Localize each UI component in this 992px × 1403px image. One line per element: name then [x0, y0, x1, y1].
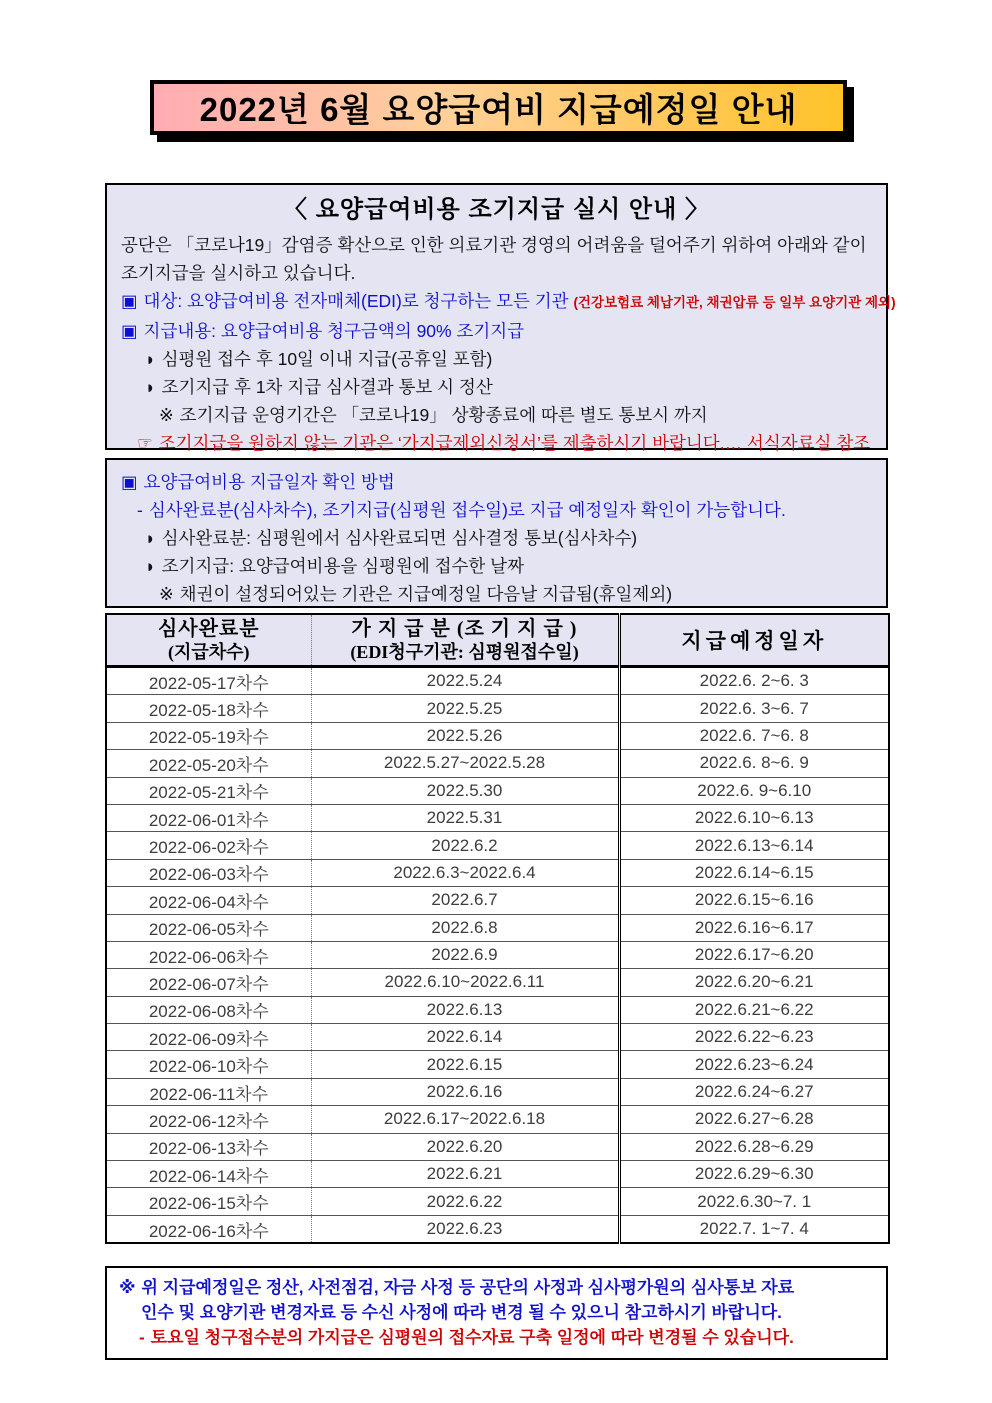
- cell-review-round: 2022-06-02차수: [106, 832, 311, 859]
- cell-review-round: 2022-06-05차수: [106, 914, 311, 941]
- table-header-row: [106, 614, 889, 667]
- schedule-row: [106, 695, 889, 722]
- cell-expected-payment-date: 2022.6.16~6.17: [619, 914, 889, 941]
- cell-review-round: 2022-06-09차수: [106, 1024, 311, 1051]
- reference-mark-icon: ※: [159, 405, 174, 425]
- cell-review-round: 2022-06-08차수: [106, 996, 311, 1023]
- cell-expected-payment-date: 2022.6.10~6.13: [619, 804, 889, 831]
- cell-receipt-date: 2022.5.25: [311, 695, 619, 722]
- cell-review-round: 2022-06-15차수: [106, 1188, 311, 1215]
- target-label: 대상: 요양급여비용 전자매체(EDI)로 청구하는 모든 기관: [143, 291, 569, 311]
- cell-receipt-date: 2022.6.21: [311, 1161, 619, 1188]
- check-heading-line: [121, 468, 872, 496]
- cell-review-round: 2022-06-11차수: [106, 1078, 311, 1105]
- cell-expected-payment-date: 2022.6.27~6.28: [619, 1106, 889, 1133]
- cell-review-round: 2022-06-06차수: [106, 941, 311, 968]
- square-bullet-icon: ▣: [121, 472, 138, 492]
- target-line: [121, 287, 896, 317]
- optout-note-line: [137, 429, 872, 457]
- schedule-row: [106, 1106, 889, 1133]
- item-bullet-icon: ◗: [145, 349, 156, 369]
- schedule-row: [106, 996, 889, 1023]
- footer-line-3: [139, 1325, 874, 1350]
- schedule-row: [106, 777, 889, 804]
- cell-review-round: 2022-06-07차수: [106, 969, 311, 996]
- cell-expected-payment-date: 2022.6.13~6.14: [619, 832, 889, 859]
- cell-expected-payment-date: 2022.6.22~6.23: [619, 1024, 889, 1051]
- footer-line-2: 인수 및 요양기관 변경자료 등 수신 사정에 따라 변경 될 수 있으니 참고하시기 바랍니다.: [141, 1303, 782, 1322]
- cell-receipt-date: 2022.6.7: [311, 887, 619, 914]
- cell-expected-payment-date: 2022.6. 7~6. 8: [619, 722, 889, 749]
- schedule-table-body: [106, 667, 889, 1244]
- schedule-row: [106, 969, 889, 996]
- header-provisional-line2: (EDI청구기관: 심평원접수일): [350, 642, 579, 662]
- cell-expected-payment-date: 2022.6. 2~6. 3: [619, 667, 889, 695]
- cell-review-round: 2022-06-13차수: [106, 1133, 311, 1160]
- cell-receipt-date: 2022.5.26: [311, 722, 619, 749]
- cell-expected-payment-date: 2022.6.15~6.16: [619, 887, 889, 914]
- cell-expected-payment-date: 2022.6.21~6.22: [619, 996, 889, 1023]
- cell-review-round: 2022-06-16차수: [106, 1215, 311, 1243]
- square-bullet-icon: ▣: [121, 291, 138, 311]
- cell-review-round: 2022-06-10차수: [106, 1051, 311, 1078]
- check-method-panel: [105, 458, 888, 608]
- cell-expected-payment-date: 2022.6.30~7. 1: [619, 1188, 889, 1215]
- cell-review-round: 2022-05-19차수: [106, 722, 311, 749]
- content-label: 지급내용: 요양급여비용 청구금액의 90% 조기지급: [143, 321, 525, 341]
- footer-line-1: [119, 1275, 874, 1300]
- cell-receipt-date: 2022.6.14: [311, 1024, 619, 1051]
- cell-receipt-date: 2022.6.20: [311, 1133, 619, 1160]
- schedule-row: [106, 1024, 889, 1051]
- schedule-row: [106, 1078, 889, 1105]
- schedule-row: [106, 1051, 889, 1078]
- cell-receipt-date: 2022.5.27~2022.5.28: [311, 750, 619, 777]
- cell-receipt-date: 2022.5.31: [311, 804, 619, 831]
- schedule-row: [106, 722, 889, 749]
- item-bullet-icon: ◗: [145, 556, 156, 576]
- detail-text-2: 조기지급 후 1차 지급 심사결과 통보 시 정산: [161, 377, 493, 397]
- page-title: 2022년 6월 요양급여비 지급예정일 안내: [199, 91, 798, 128]
- square-bullet-icon: ▣: [121, 321, 138, 341]
- page-title-banner: [150, 80, 847, 135]
- early-payment-notice-panel: [105, 183, 896, 453]
- target-exception-note: (건강보험료 체납기관, 채권압류 등 일부 요양기관 제외): [573, 295, 896, 310]
- cell-review-round: 2022-06-14차수: [106, 1161, 311, 1188]
- reference-mark-icon: ※: [119, 1278, 136, 1297]
- cell-receipt-date: 2022.6.9: [311, 941, 619, 968]
- schedule-row: [106, 804, 889, 831]
- footer-line-3-text: 토요일 청구접수분의 가지급은 심평원의 접수자료 구축 일정에 따라 변경될 수 있습니다.: [150, 1328, 794, 1347]
- cell-receipt-date: 2022.6.3~2022.6.4: [311, 859, 619, 886]
- header-expected-date: 지급예정일자: [619, 614, 889, 667]
- cell-receipt-date: 2022.6.17~2022.6.18: [311, 1106, 619, 1133]
- cell-receipt-date: 2022.5.30: [311, 777, 619, 804]
- header-provisional-payment: [311, 614, 619, 667]
- cell-expected-payment-date: 2022.6. 9~6.10: [619, 777, 889, 804]
- check-detail-text-2: 조기지급: 요양급여비용을 심평원에 접수한 날짜: [161, 556, 524, 576]
- detail-text-1: 심평원 접수 후 10일 이내 지급(공휴일 포함): [161, 349, 493, 369]
- reference-mark-icon: ※: [159, 584, 174, 604]
- item-bullet-icon: ◗: [145, 528, 156, 548]
- cell-expected-payment-date: 2022.6.28~6.29: [619, 1133, 889, 1160]
- schedule-row: [106, 887, 889, 914]
- header-review-round-line1: 심사완료분: [157, 618, 260, 640]
- cell-receipt-date: 2022.6.10~2022.6.11: [311, 969, 619, 996]
- cell-expected-payment-date: 2022.6.17~6.20: [619, 941, 889, 968]
- period-note-text: 조기지급 운영기간은 「코로나19」 상황종료에 따른 별도 통보시 까지: [179, 405, 708, 425]
- bond-note-line: [159, 580, 872, 608]
- item-bullet-icon: ◗: [145, 377, 156, 397]
- schedule-row: [106, 914, 889, 941]
- cell-receipt-date: 2022.6.22: [311, 1188, 619, 1215]
- check-heading-label: 요양급여비용 지급일자 확인 방법: [143, 472, 395, 492]
- bond-note-text: 채권이 설정되어있는 기관은 지급예정일 다음날 지급됨(휴일제외): [179, 584, 673, 604]
- header-review-round-line2: (지급차수): [167, 642, 250, 662]
- cell-review-round: 2022-06-12차수: [106, 1106, 311, 1133]
- cell-expected-payment-date: 2022.6.23~6.24: [619, 1051, 889, 1078]
- cell-expected-payment-date: 2022.6.24~6.27: [619, 1078, 889, 1105]
- cell-expected-payment-date: 2022.7. 1~7. 4: [619, 1215, 889, 1243]
- intro-paragraph: 공단은 「코로나19」감염증 확산으로 인한 의료기관 경영의 어려움을 덜어주기 위하여 아래와 같이 조기지급을 실시하고 있습니다.: [121, 235, 867, 283]
- check-detail-line-1: [145, 524, 872, 552]
- detail-line-1: [145, 345, 872, 373]
- payment-schedule-table: [105, 613, 890, 1244]
- cell-review-round: 2022-05-18차수: [106, 695, 311, 722]
- cell-receipt-date: 2022.6.8: [311, 914, 619, 941]
- schedule-row: [106, 1188, 889, 1215]
- cell-receipt-date: 2022.5.24: [311, 667, 619, 695]
- cell-review-round: 2022-05-21차수: [106, 777, 311, 804]
- check-detail-text-1: 심사완료분: 심평원에서 심사완료되면 심사결정 통보(심사차수): [161, 528, 638, 548]
- cell-expected-payment-date: 2022.6.29~6.30: [619, 1161, 889, 1188]
- cell-receipt-date: 2022.6.13: [311, 996, 619, 1023]
- cell-expected-payment-date: 2022.6.20~6.21: [619, 969, 889, 996]
- schedule-row: [106, 667, 889, 695]
- cell-expected-payment-date: 2022.6.14~6.15: [619, 859, 889, 886]
- footer-note-box: [105, 1266, 888, 1360]
- cell-receipt-date: 2022.6.23: [311, 1215, 619, 1243]
- header-review-round: [106, 614, 311, 667]
- schedule-row: [106, 1133, 889, 1160]
- cell-receipt-date: 2022.6.2: [311, 832, 619, 859]
- dash-bullet-icon: -: [137, 500, 143, 520]
- panel-heading: 〈 요양급여비용 조기지급 실시 안내 〉: [283, 196, 710, 223]
- optout-note-text: 조기지급을 원하지 않는 기관은 ‘가지급제외신청서’를 제출하시기 바랍니다.… 서식자료실 참조: [158, 433, 871, 453]
- hand-pointer-icon: ☞: [137, 433, 153, 453]
- cell-review-round: 2022-06-04차수: [106, 887, 311, 914]
- header-provisional-line1: 가 지 급 분 (조 기 지 급 ): [351, 618, 578, 640]
- schedule-row: [106, 832, 889, 859]
- check-sub-text: 심사완료분(심사차수), 조기지급(심평원 접수일)로 지급 예정일자 확인이 가능합니다.: [148, 500, 786, 520]
- cell-review-round: 2022-06-03차수: [106, 859, 311, 886]
- cell-review-round: 2022-06-01차수: [106, 804, 311, 831]
- check-detail-line-2: [145, 552, 872, 580]
- schedule-row: [106, 1161, 889, 1188]
- cell-expected-payment-date: 2022.6. 8~6. 9: [619, 750, 889, 777]
- schedule-row: [106, 941, 889, 968]
- cell-receipt-date: 2022.6.15: [311, 1051, 619, 1078]
- period-note-line: [159, 401, 872, 429]
- cell-review-round: 2022-05-17차수: [106, 667, 311, 695]
- cell-receipt-date: 2022.6.16: [311, 1078, 619, 1105]
- detail-line-2: [145, 373, 872, 401]
- content-line: [121, 317, 872, 345]
- schedule-row: [106, 750, 889, 777]
- dash-bullet-icon: -: [139, 1328, 145, 1347]
- footer-line-1-text: 위 지급예정일은 정산, 사전점검, 자금 사정 등 공단의 사정과 심사평가원의 심사통보 자료: [141, 1278, 795, 1297]
- cell-review-round: 2022-05-20차수: [106, 750, 311, 777]
- check-sub-line: [137, 496, 872, 524]
- schedule-row: [106, 1215, 889, 1243]
- schedule-row: [106, 859, 889, 886]
- cell-expected-payment-date: 2022.6. 3~6. 7: [619, 695, 889, 722]
